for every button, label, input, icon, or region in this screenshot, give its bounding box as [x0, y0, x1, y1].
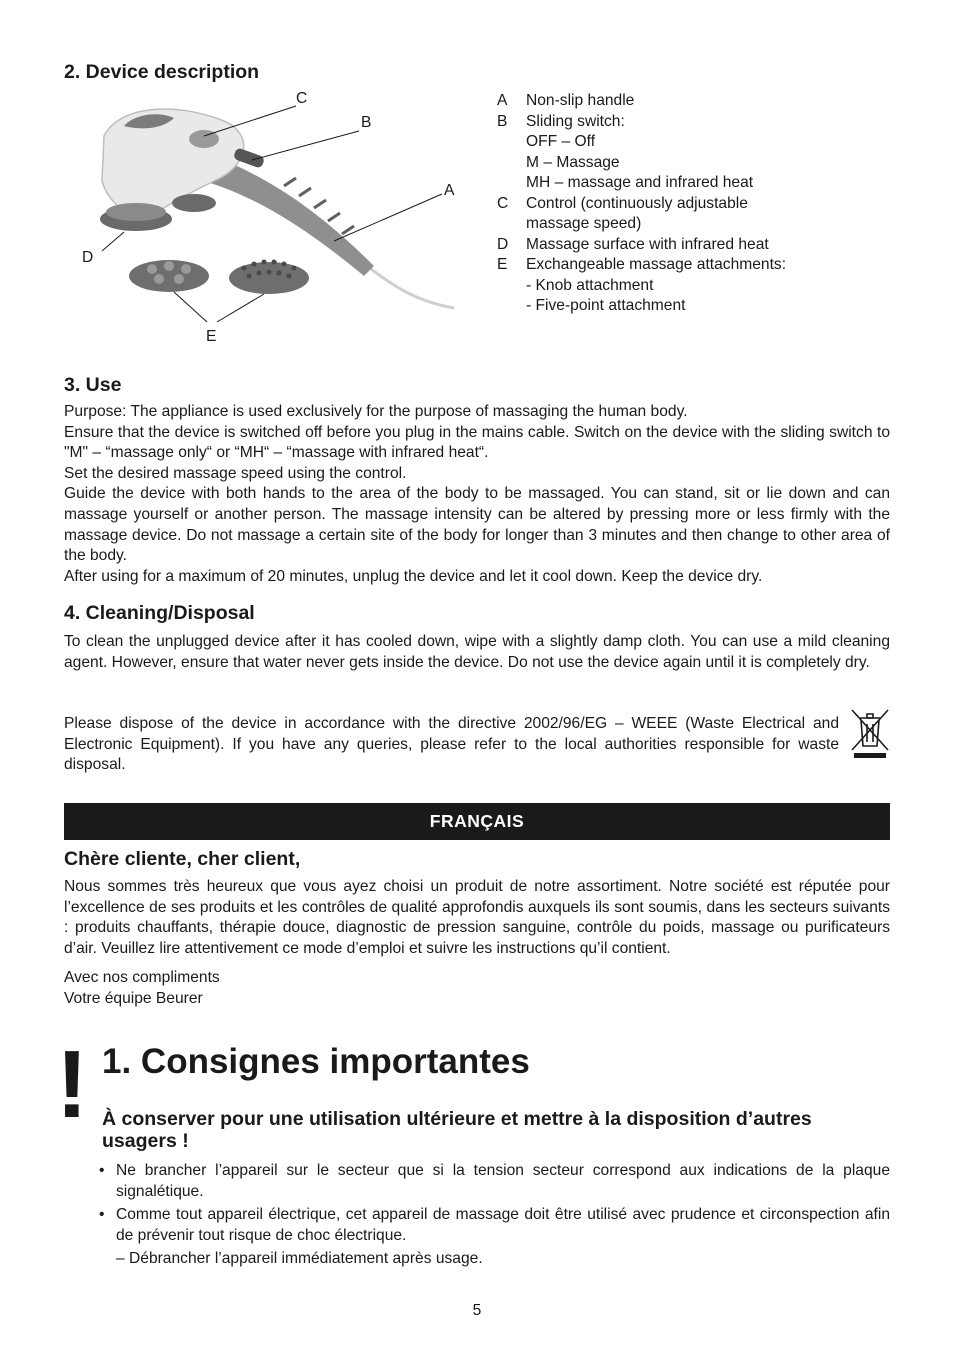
label-c: C: [296, 90, 308, 107]
section-1-title: 1. Consignes importantes: [102, 1042, 530, 1081]
french-greeting: Chère cliente, cher client,: [64, 848, 301, 870]
device-description-list: A Non-slip handle B Sliding switch: OFF – Off M – Massage MH – massage and infrared heat C Control (continuously adjustable massage speed) D Massage surface with infrared heat E Exchangeable massage attachments: - Knob attachment - Five-point attachment: [497, 91, 917, 317]
crossed-bin-icon: [850, 708, 890, 760]
label-a: A: [444, 182, 455, 199]
french-intro: Nous sommes très heureux que vous ayez choisi un produit de notre assortiment. Notre société est réputée pour l’excellence de ses produits et les contrôles de qualité approfondis auxquels ils sont soumis, dans les secteurs suivants : produits chauffants, thérapie douce, diagnostic de pression sanguine, contrôle du poids, massage ou purificateurs d’air. Veuillez lire attentivement ce mode d’emploi et suivre les instructions qu’il contient.: [64, 878, 890, 957]
paragraph: Ensure that the device is switched off before you plug in the mains cable. Switch on the device with the sliding switch to "M" – “massage only“ or “MH“ – “massage with infrared heat“.: [64, 423, 890, 462]
five-point-attachment-icon: [229, 262, 309, 294]
paragraph: After using for a maximum of 20 minutes, unplug the device and let it cool down. Keep the device dry.: [64, 567, 763, 585]
bullet-list: [99, 1161, 890, 1270]
cable-icon: [364, 264, 454, 308]
label-b: B: [361, 114, 372, 131]
handle-icon: [204, 156, 374, 276]
list-item: • Ne brancher l’appareil sur le secteur que si la tension secteur correspond aux indications de la plaque signalétique.: [99, 1162, 890, 1200]
label-d: D: [82, 249, 94, 266]
section-3-title: 3. Use: [64, 374, 122, 396]
label-e: E: [206, 328, 217, 345]
section-1-subtitle: À conserver pour une utilisation ultérieure et mettre à la disposition d’autres usagers !: [102, 1108, 812, 1152]
paragraph: Guide the device with both hands to the area of the body to be massaged. You can stand, sit or lie down and can massage yourself or another person. The massage intensity can be altered by pressing more or less firmly with the massage device. Do not massage a certain site of the body for longer than 3 minutes and then change to other area of the body.: [64, 485, 890, 565]
list-item: C Control (continuously adjustable: [497, 194, 748, 212]
paragraph: Set the desired massage speed using the control.: [64, 464, 407, 482]
warning-exclamation-icon: !: [56, 1031, 88, 1138]
language-banner: FRANÇAIS: [64, 803, 890, 840]
use-text: [64, 402, 890, 587]
list-item: B Sliding switch:: [497, 112, 625, 130]
section-4-title: 4. Cleaning/Disposal: [64, 602, 255, 624]
closing: Avec nos compliments Votre équipe Beurer: [64, 969, 220, 1007]
list-item: • Comme tout appareil électrique, cet appareil de massage doit être utilisé avec prudence et circonspection afin de prévenir tout risque de choc électrique.: [99, 1206, 890, 1244]
section-2-title: 2. Device description: [64, 61, 260, 83]
list-item: E Exchangeable massage attachments:: [497, 256, 787, 273]
cleaning-paragraph: To clean the unplugged device after it has cooled down, wipe with a slightly damp cloth. You can use a mild cleaning agent. However, ensure that water never gets inside the device. Do not use the device again until it is completely dry.: [64, 633, 890, 671]
list-item: D Massage surface with infrared heat: [497, 235, 769, 253]
paragraph: Purpose: The appliance is used exclusively for the purpose of massaging the human body.: [64, 403, 688, 420]
list-item: A Non-slip handle: [497, 92, 635, 109]
page-number: 5: [472, 1302, 482, 1319]
list-item: – Débrancher l’appareil immédiatement après usage.: [116, 1250, 483, 1268]
device-illustration: [64, 86, 474, 348]
disposal-paragraph: Please dispose of the device in accordance with the directive 2002/96/EG – WEEE (Waste Electrical and Electronic Equipment). If you have any queries, please refer to the local authorities responsible for waste disposal.: [64, 715, 839, 774]
